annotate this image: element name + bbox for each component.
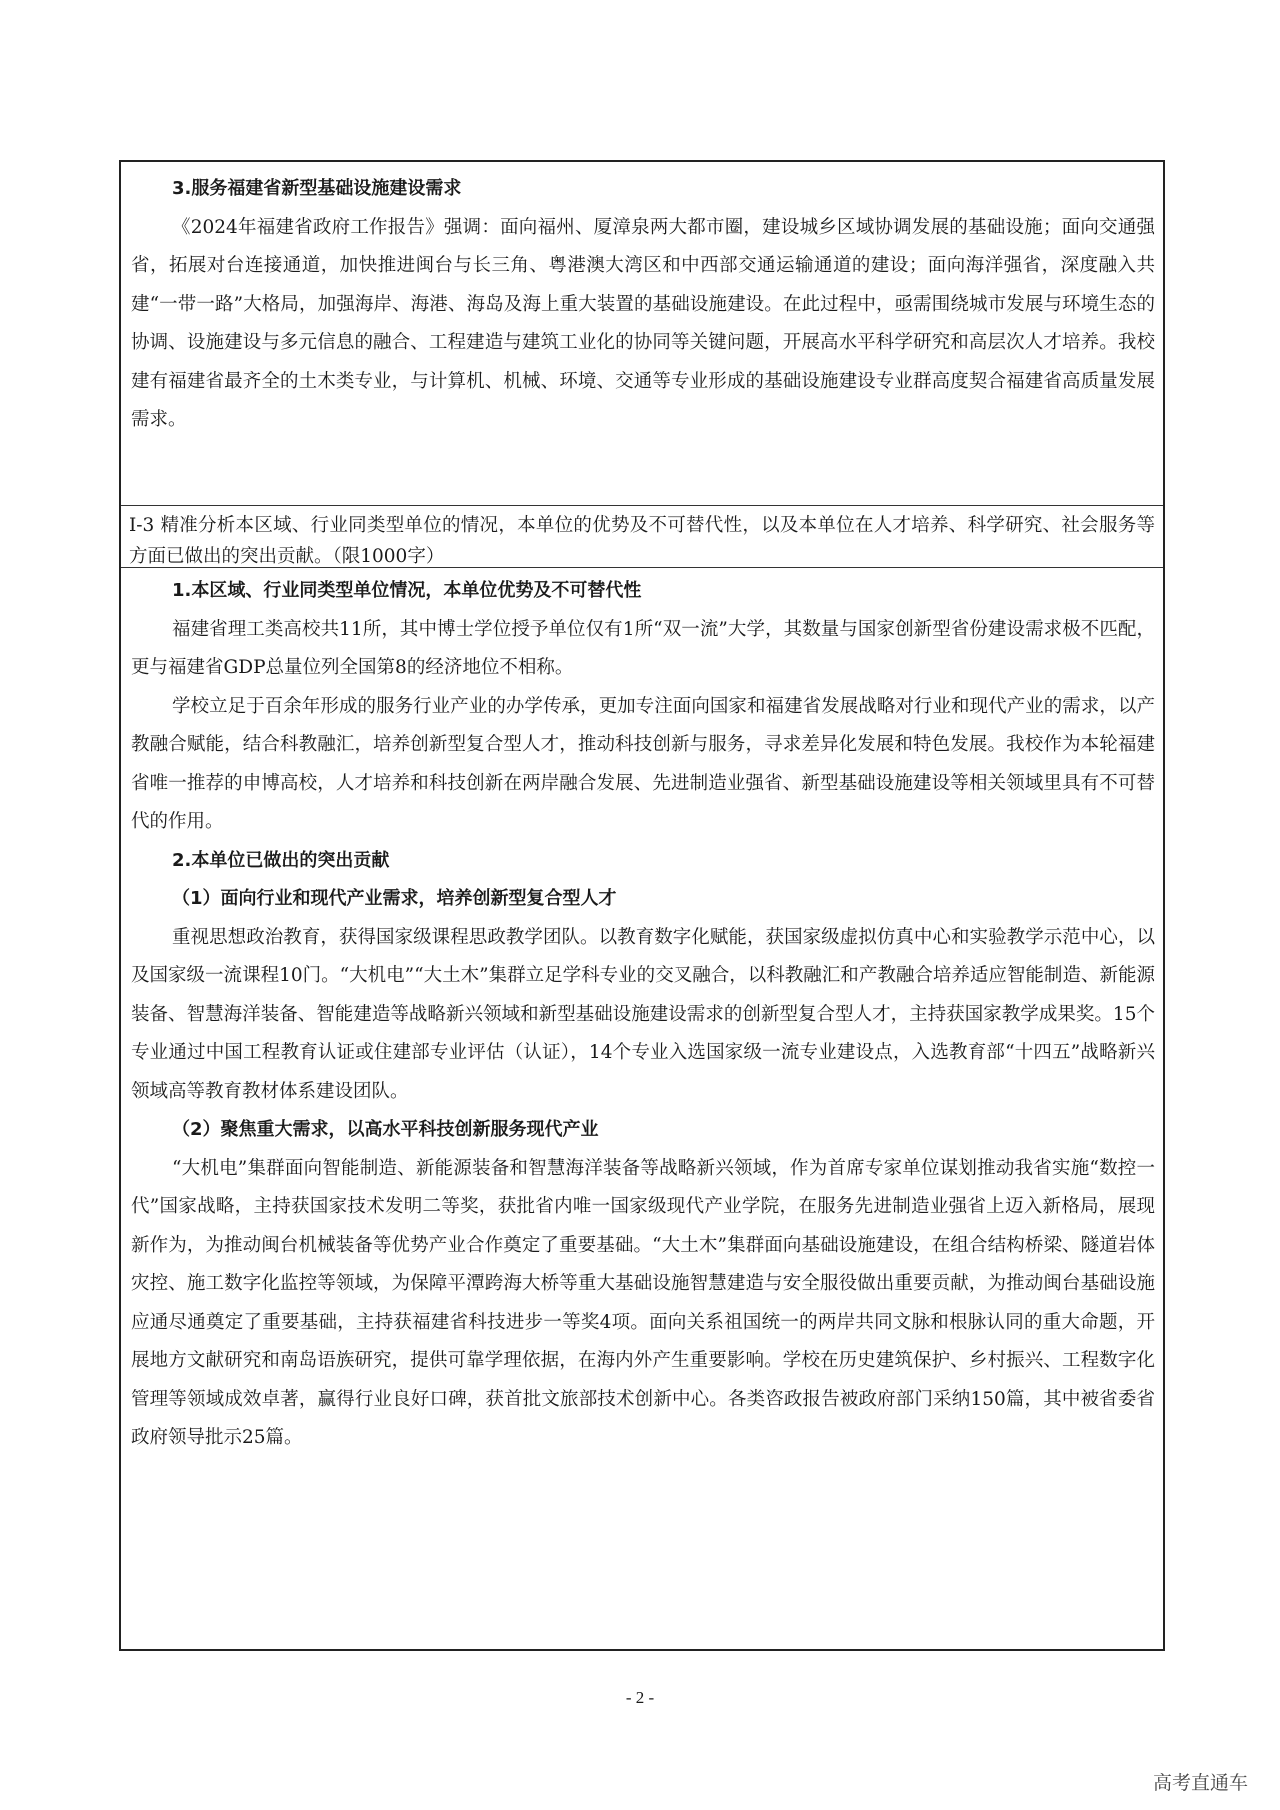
paragraph: “大机电”集群面向智能制造、新能源装备和智慧海洋装备等战略新兴领域，作为首席专家单位谋划推动我省实施“数控一代”国家战略，主持获国家技术发明二等奖，获批省内唯一国家级现代产业学院，在服务先进制造业强省上迈入新格局，展现新作为，为推动闽台机械装备等优势产业合作奠定了重要基础。“大土木”集群面向基础设施建设，在组合结构桥梁、隧道岩体灾控、施工数字化监控等领域，为保障平潭跨海大桥等重大基础设施智慧建造与安全服役做出重要贡献，为推动闽台基础设施应通尽通奠定了重要基础，主持获福建省科技进步一等奖4项。面向关系祖国统一的两岸共同文脉和根脉认同的重大命题，开展地方文献研究和南岛语族研究，提供可靠学理依据，在海内外产生重要影响。学校在历史建筑保护、乡村振兴、工程数字化管理等领域成效卓著，赢得行业良好口碑，获首批文旅部技术创新中心。各类咨政报告被政府部门采纳150篇，其中被省委省政府领导批示25篇。: [131, 1157, 1155, 1448]
section-heading: 3.服务福建省新型基础设施建设需求: [172, 178, 462, 199]
section-heading: 1.本区域、行业同类型单位情况，本单位优势及不可替代性: [172, 580, 642, 601]
page-number: - 2 -: [625, 1688, 655, 1707]
subsection-heading: （1）面向行业和现代产业需求，培养创新型复合型人才: [172, 888, 617, 909]
watermark: 高考直通车: [1152, 1772, 1248, 1794]
section-prompt: [121, 506, 1163, 568]
form-table: [119, 160, 1165, 1651]
paragraph: 重视思想政治教育，获得国家级课程思政教学团队。以教育数字化赋能，获国家级虚拟仿真中心和实验教学示范中心，以及国家级一流课程10门。“大机电”“大土木”集群立足学科专业的交叉融合，以科教融汇和产教融合培养适应智能制造、新能源装备、智慧海洋装备、智能建造等战略新兴领域和新型基础设施建设需求的创新型复合型人才，主持获国家教学成果奖。15个专业通过中国工程教育认证或住建部专业评估（认证），14个专业入选国家级一流专业建设点，入选教育部“十四五”战略新兴领域高等教育教材体系建设团队。: [131, 926, 1155, 1102]
paragraph: 《2024年福建省政府工作报告》强调：面向福州、厦漳泉两大都市圈，建设城乡区域协调发展的基础设施；面向交通强省，拓展对台连接通道，加快推进闽台与长三角、粤港澳大湾区和中西部交通运输通道的建设；面向海洋强省，深度融入共建“一带一路”大格局，加强海岸、海港、海岛及海上重大装置的基础设施建设。在此过程中，亟需围绕城市发展与环境生态的协调、设施建设与多元信息的融合、工程建造与建筑工业化的协同等关键问题，开展高水平科学研究和高层次人才培养。我校建有福建省最齐全的土木类专业，与计算机、机械、环境、交通等专业形成的基础设施建设专业群高度契合福建省高质量发展需求。: [131, 216, 1155, 430]
paragraph: 福建省理工类高校共11所，其中博士学位授予单位仅有1所“双一流”大学，其数量与国家创新型省份建设需求极不匹配，更与福建省GDP总量位列全国第8的经济地位不相称。: [131, 618, 1155, 678]
section-infrastructure: [121, 162, 1163, 506]
subsection-heading: （2）聚焦重大需求，以高水平科技创新服务现代产业: [172, 1119, 599, 1140]
section-contributions: [121, 568, 1163, 1649]
prompt-text: I-3 精准分析本区域、行业同类型单位的情况，本单位的优势及不可替代性，以及本单位在人才培养、科学研究、社会服务等方面已做出的突出贡献。（限1000字）: [129, 515, 1155, 567]
paragraph: 学校立足于百余年形成的服务行业产业的办学传承，更加专注面向国家和福建省发展战略对行业和现代产业的需求，以产教融合赋能，结合科教融汇，培养创新型复合型人才，推动科技创新与服务，寻求差异化发展和特色发展。我校作为本轮福建省唯一推荐的申博高校，人才培养和科技创新在两岸融合发展、先进制造业强省、新型基础设施建设等相关领域里具有不可替代的作用。: [131, 695, 1155, 832]
section-heading: 2.本单位已做出的突出贡献: [172, 849, 390, 871]
